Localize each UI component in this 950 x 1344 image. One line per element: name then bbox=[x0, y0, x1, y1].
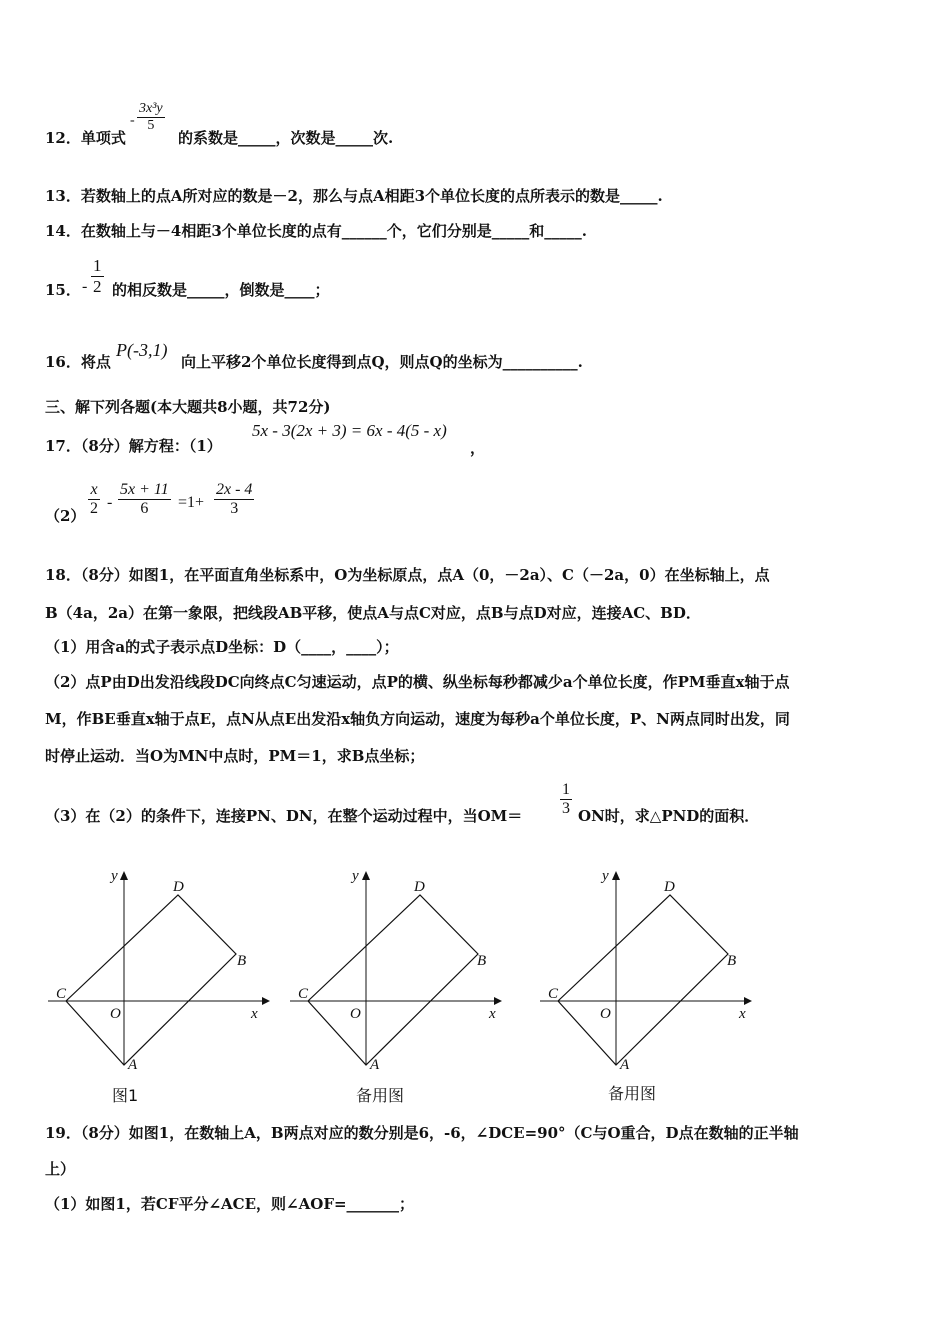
q12-pre: 单项式 bbox=[80, 129, 126, 147]
parallelogram-acdb bbox=[308, 895, 478, 1065]
label-y: y bbox=[111, 868, 118, 884]
q16-number: 16． bbox=[45, 353, 81, 371]
q17-f3-num: 2x - 4 bbox=[216, 481, 253, 498]
q15-frac-num: 1 bbox=[93, 256, 102, 275]
q18-line-3: （1）用含a的式子表示点D坐标：D（____，____）； bbox=[45, 638, 399, 656]
q17-f2-num: 5x + 11 bbox=[120, 481, 169, 498]
label-x: x bbox=[489, 1006, 496, 1022]
q12-post: 的系数是_____，次数是_____次. bbox=[178, 129, 394, 147]
q13-number: 13． bbox=[45, 187, 81, 205]
q12-number: 12． bbox=[45, 129, 81, 147]
label-c: C bbox=[298, 986, 309, 1002]
q17-number: 17． bbox=[45, 437, 81, 455]
label-c: C bbox=[548, 986, 559, 1002]
parallelogram-acdb bbox=[558, 895, 728, 1065]
q17-frac-1 bbox=[88, 481, 100, 518]
q14-line bbox=[45, 221, 587, 241]
label-o: O bbox=[600, 1006, 611, 1022]
label-y: y bbox=[602, 868, 609, 884]
q15-fraction bbox=[91, 256, 104, 297]
q18-line-6: 时停止运动．当O为MN中点时，PM＝1，求B点坐标； bbox=[45, 747, 425, 765]
q19-line-3: （1）如图1，若CF平分∠ACE，则∠AOF=_______； bbox=[45, 1195, 415, 1213]
q19-line-1: 19．（8分）如图1，在数轴上A，B两点对应的数分别是6，-6，∠DCE=90°（C与O重合，D点在数轴的正半轴 bbox=[45, 1124, 799, 1142]
label-a: A bbox=[370, 1057, 380, 1072]
figure-2 bbox=[282, 862, 522, 1072]
q15-number: 15． bbox=[45, 281, 81, 299]
q12-line bbox=[45, 128, 126, 148]
q18-line-7b: ON时，求△PND的面积． bbox=[578, 807, 760, 825]
figure-3 bbox=[532, 862, 772, 1072]
label-c: C bbox=[56, 986, 67, 1002]
figure-2-svg bbox=[282, 862, 522, 1072]
label-x: x bbox=[739, 1006, 746, 1022]
figure-3-svg bbox=[532, 862, 772, 1072]
figure-3-caption: 备用图 bbox=[608, 1084, 657, 1103]
x-axis-arrow bbox=[262, 997, 270, 1005]
q12-sign: - bbox=[130, 113, 135, 128]
q18-line-4: （2）点P由D出发沿线段DC向终点C匀速运动，点P的横、纵坐标每秒都减少a个单位长度，作PM垂直x轴于点 bbox=[45, 673, 790, 691]
label-d: D bbox=[664, 879, 675, 895]
parallelogram-acdb bbox=[66, 895, 236, 1065]
q17-eq-one: =1+ bbox=[178, 494, 205, 511]
q15-frac-den: 2 bbox=[93, 277, 102, 296]
q13-text: 若数轴上的点A所对应的数是－2，那么与点A相距3个单位长度的点所表示的数是_____. bbox=[80, 187, 663, 205]
label-x: x bbox=[251, 1006, 258, 1022]
label-o: O bbox=[110, 1006, 121, 1022]
label-b: B bbox=[477, 953, 487, 969]
q14-number: 14． bbox=[45, 222, 81, 240]
q17-part2-label: （2） bbox=[45, 507, 86, 525]
label-a: A bbox=[128, 1057, 138, 1072]
q18-line-5: M，作BE垂直x轴于点E，点N从点E出发沿x轴负方向运动，速度为每秒a个单位长度，P、N两点同时出发，同 bbox=[45, 710, 790, 728]
q18-line-2: B（4a，2a）在第一象限，把线段AB平移，使点A与点C对应，点B与点D对应，连接AC、BD． bbox=[45, 604, 701, 622]
q17-frac-2 bbox=[118, 481, 171, 518]
q15-text: 的相反数是_____，倒数是____； bbox=[112, 281, 330, 299]
figure-1 bbox=[40, 862, 280, 1072]
q18-frac-den: 3 bbox=[562, 800, 570, 817]
q17-comma: ， bbox=[470, 439, 486, 457]
q13-line bbox=[45, 186, 663, 206]
q17-f2-den: 6 bbox=[118, 499, 171, 518]
label-y: y bbox=[352, 868, 359, 884]
label-b: B bbox=[237, 953, 247, 969]
figure-1-svg bbox=[40, 862, 280, 1072]
q17-frac-3 bbox=[214, 481, 254, 518]
q17-f1-den: 2 bbox=[90, 500, 98, 517]
q16-line bbox=[45, 352, 111, 372]
section-3-title: 三、解下列各题(本大题共8小题，共72分) bbox=[45, 398, 331, 416]
q12-frac-num: 3x³y bbox=[139, 101, 163, 116]
q16-point: P(-3,1) bbox=[116, 340, 168, 360]
q16-post: 向上平移2个单位长度得到点Q，则点Q的坐标为__________. bbox=[181, 353, 583, 371]
label-d: D bbox=[414, 879, 425, 895]
q15-sign: - bbox=[82, 278, 88, 295]
x-axis-arrow bbox=[494, 997, 502, 1005]
q17-label: （8分）解方程：（1） bbox=[80, 437, 222, 455]
y-axis-arrow bbox=[120, 871, 128, 880]
q18-line-1: 18．（8分）如图1，在平面直角坐标系中，O为坐标原点，点A（0，－2a）、C（－2a，0）在坐标轴上，点 bbox=[45, 566, 770, 584]
q17-f1-num: x bbox=[90, 481, 98, 498]
y-axis-arrow bbox=[612, 871, 620, 880]
label-b: B bbox=[727, 953, 737, 969]
q17-line bbox=[45, 436, 222, 456]
x-axis-arrow bbox=[744, 997, 752, 1005]
q19-line-2: 上） bbox=[45, 1160, 76, 1178]
q12-fraction bbox=[137, 101, 165, 134]
q18-frac-num: 1 bbox=[562, 781, 570, 798]
q17-equation-1: 5x - 3(2x + 3) = 6x - 4(5 - x) bbox=[252, 421, 447, 440]
q17-f3-den: 3 bbox=[214, 499, 254, 518]
y-axis-arrow bbox=[362, 871, 370, 880]
label-a: A bbox=[620, 1057, 630, 1072]
q18-line-7a: （3）在（2）的条件下，连接PN、DN，在整个运动过程中，当OM＝ bbox=[45, 807, 523, 825]
q12-frac-den: 5 bbox=[137, 117, 165, 134]
figure-2-caption: 备用图 bbox=[356, 1086, 405, 1105]
figure-1-caption: 图1 bbox=[112, 1086, 139, 1105]
q17-minus: - bbox=[107, 494, 113, 511]
q14-text: 在数轴上与－4相距3个单位长度的点有______个，它们分别是_____和_____. bbox=[80, 222, 587, 240]
label-d: D bbox=[173, 879, 184, 895]
label-o: O bbox=[350, 1006, 361, 1022]
q16-pre: 将点 bbox=[80, 353, 111, 371]
q18-frac bbox=[560, 781, 572, 818]
